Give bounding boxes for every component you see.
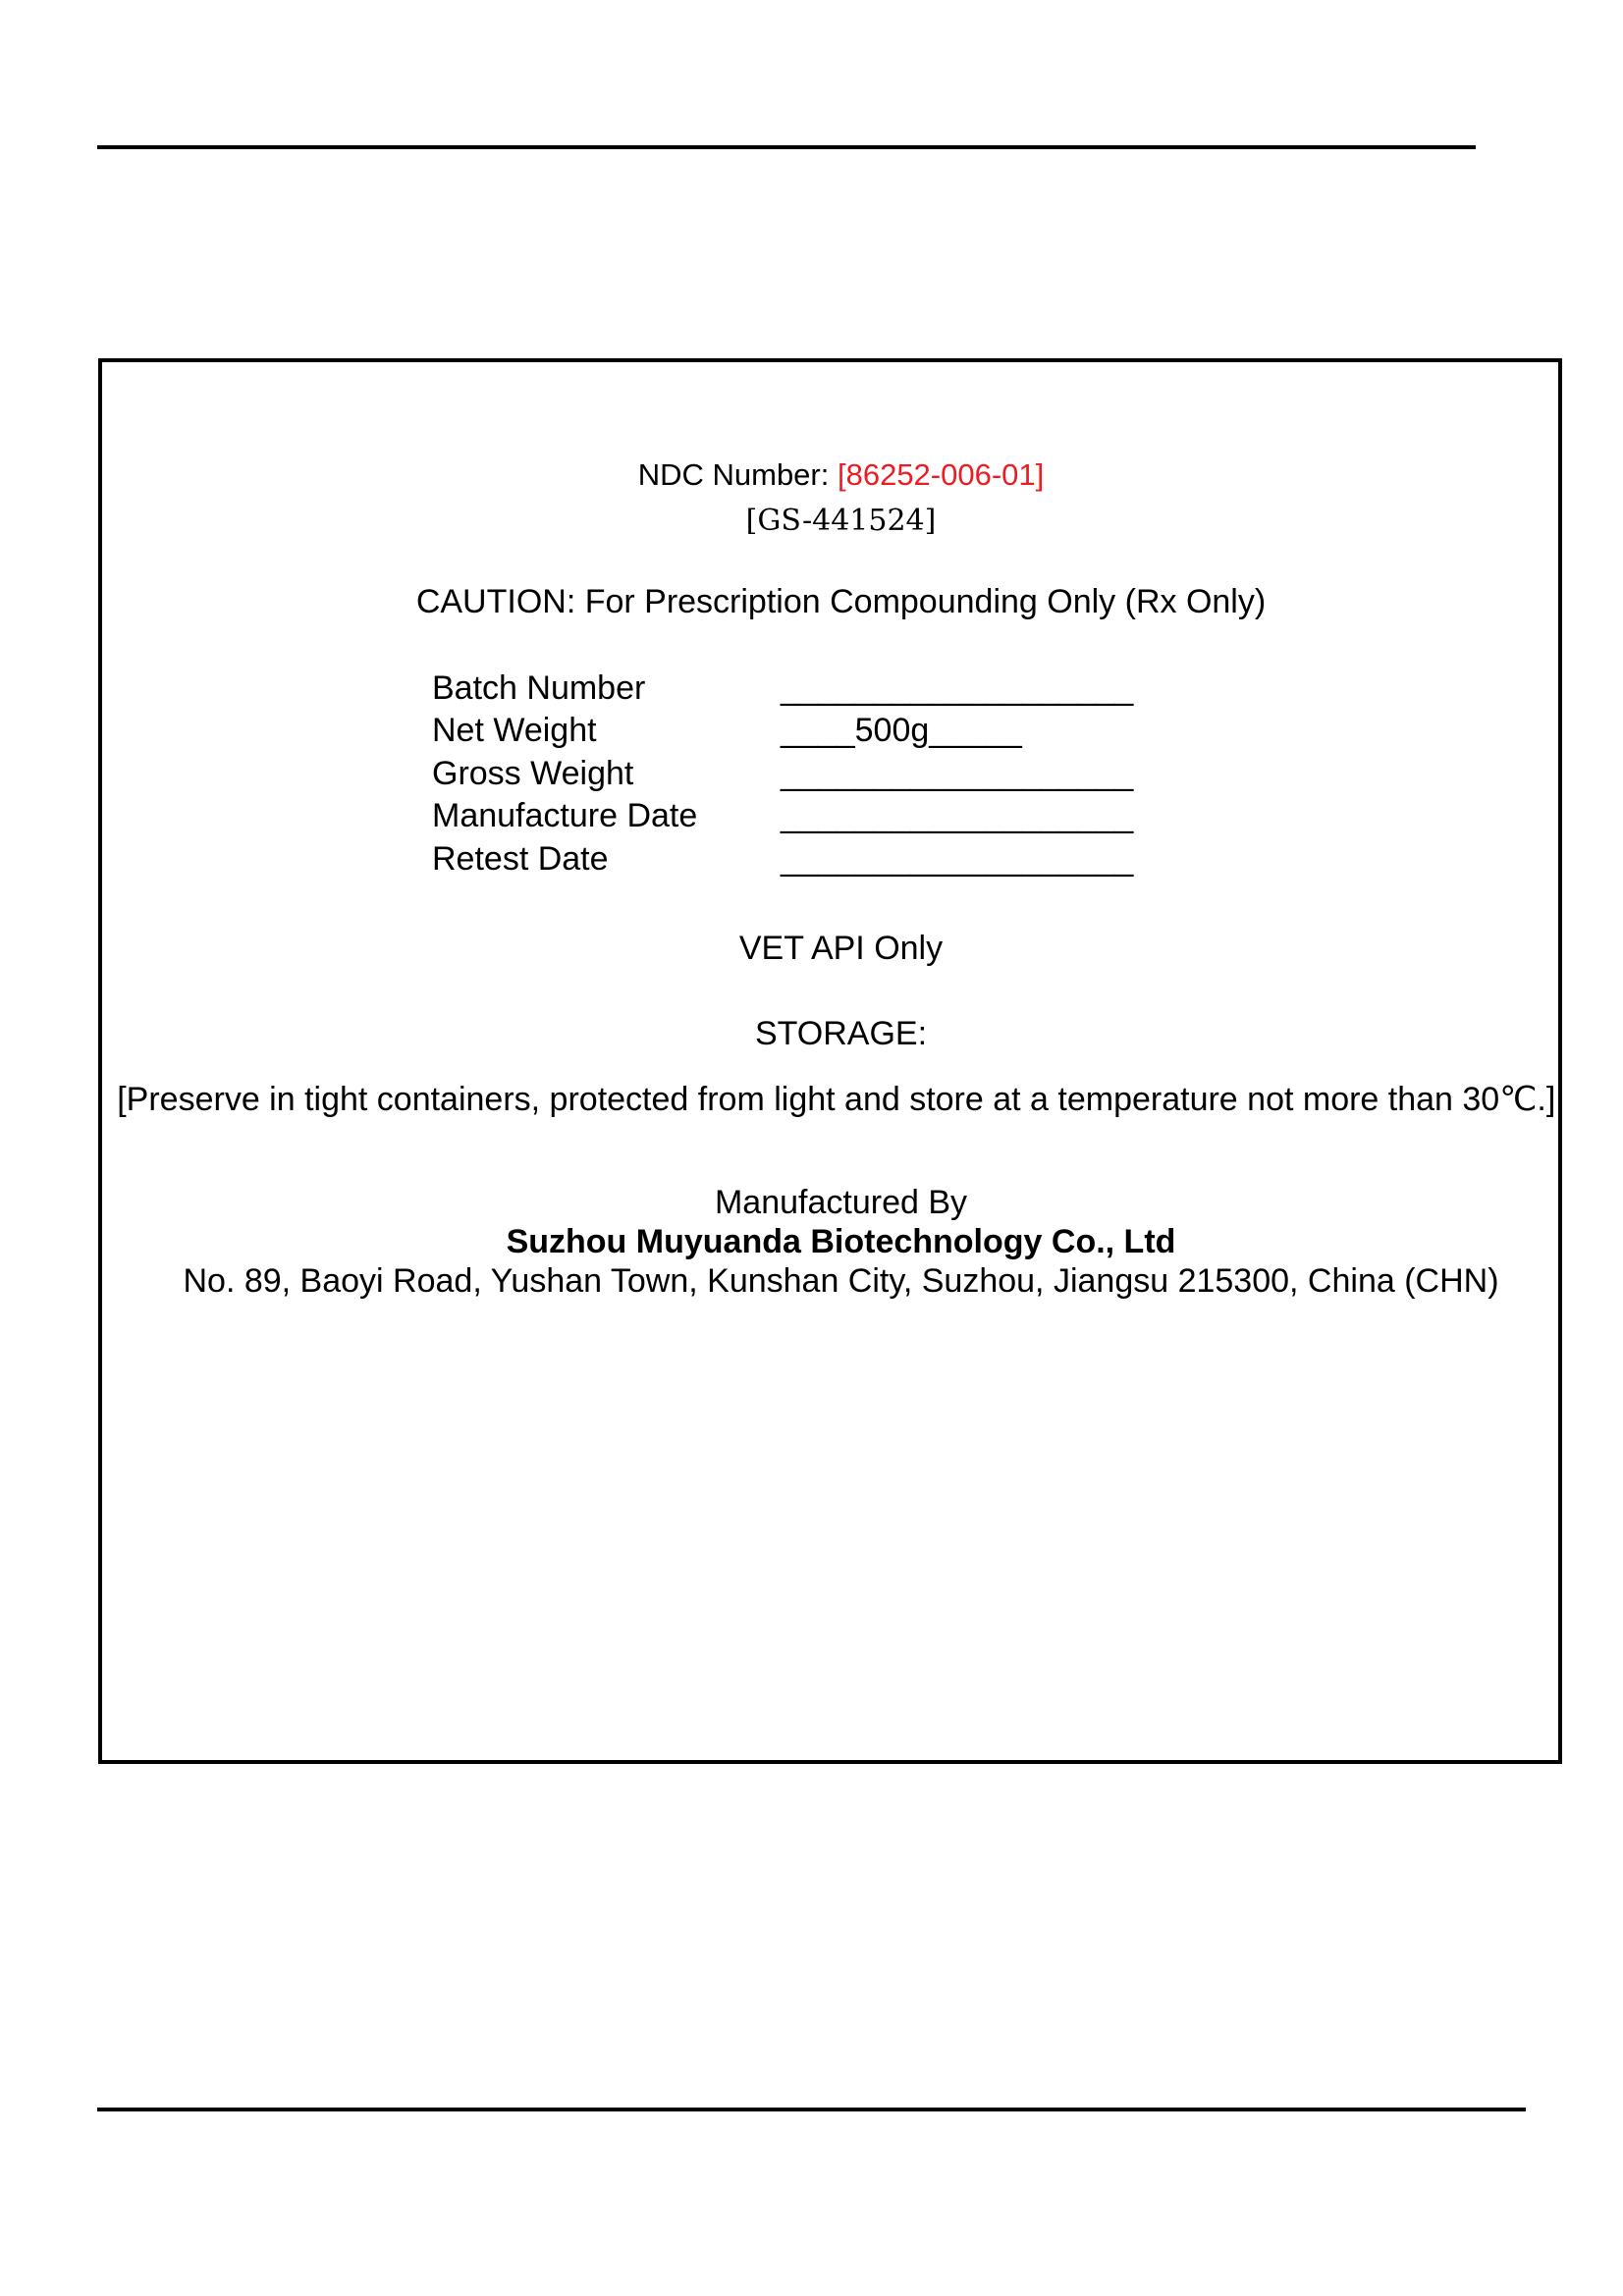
header-rule	[97, 145, 1476, 149]
field-value-gross-weight: ___________________	[781, 755, 1134, 792]
ndc-number-value: [86252-006-01]	[837, 457, 1045, 492]
field-value-manufacture-date: ___________________	[781, 797, 1134, 834]
ndc-number-label: NDC Number:	[637, 457, 838, 492]
product-label-box	[98, 358, 1565, 1764]
field-label-manufacture-date: Manufacture Date	[432, 797, 698, 834]
manufacturer-name: Suzhou Muyuanda Biotechnology Co., Ltd	[506, 1223, 1176, 1260]
field-label-retest-date: Retest Date	[432, 840, 609, 878]
manufacturer-address: No. 89, Baoyi Road, Yushan Town, Kunshan City, Suzhou, Jiangsu 215300, China (CHN)	[183, 1262, 1499, 1300]
field-value-batch-number: ___________________	[781, 669, 1134, 707]
manufactured-by-heading: Manufactured By	[714, 1184, 968, 1221]
field-label-gross-weight: Gross Weight	[432, 755, 634, 792]
field-value-net-weight: ____500g_____	[781, 712, 1022, 749]
vet-api-only: VET API Only	[738, 930, 944, 967]
ndc-number-line	[113, 454, 1569, 497]
storage-heading: STORAGE:	[754, 1015, 928, 1052]
field-label-net-weight: Net Weight	[432, 712, 597, 749]
field-label-batch-number: Batch Number	[432, 669, 646, 707]
field-value-retest-date: ___________________	[781, 840, 1134, 878]
footer-rule	[97, 2108, 1526, 2111]
caution-statement: CAUTION: For Prescription Compounding Only (Rx Only)	[415, 583, 1267, 620]
product-code: [GS-441524]	[745, 504, 937, 538]
storage-instructions: [Preserve in tight containers, protected from light and store at a temperature not more than 30℃.].	[117, 1081, 1565, 1118]
